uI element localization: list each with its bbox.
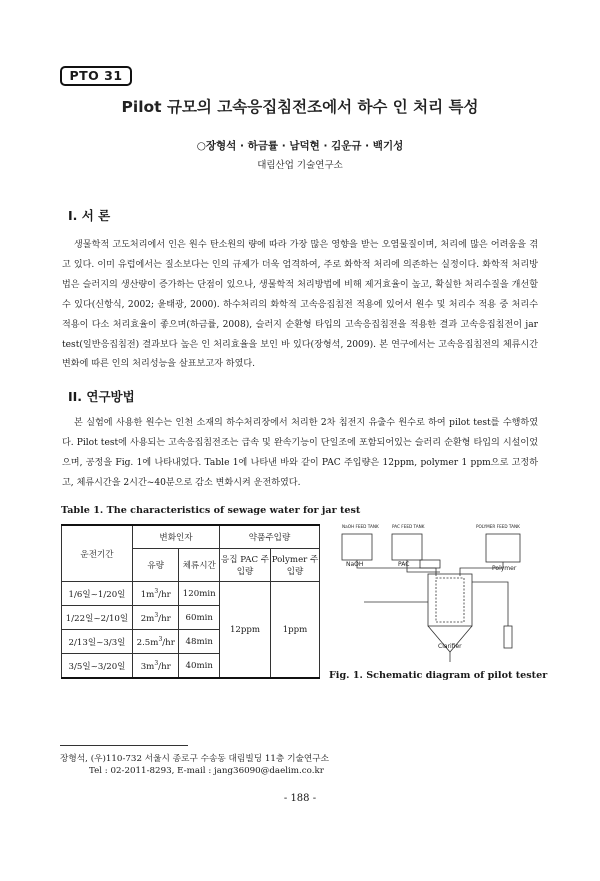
naoh-tank-shape [342,534,372,560]
header-hrt: 체류시간 [179,549,220,582]
cell-period: 3/5일~3/20일 [62,654,133,679]
cell-flow: $2m^3/hr$ [133,606,179,630]
polymer-tank-shape [486,534,520,562]
cell-polymer: 1ppm [271,582,320,679]
session-badge: PTO 31 [60,66,132,86]
header-flow: 유량 [133,549,179,582]
label-polymer: Polymer [492,565,517,572]
cell-flow: $3m^3/hr$ [133,654,179,679]
header-variable-factor: 변화인자 [133,525,220,549]
table-row [62,582,320,606]
footnote-divider [60,745,188,746]
section-heading-methods: II. 연구방법 [68,389,135,404]
paper-title: Pilot 규모의 고속응집침전조에서 하수 인 처리 특성 [121,98,479,116]
affiliation: 대림산업 기술연구소 [257,160,343,171]
cell-period: 2/13일~3/3일 [62,630,133,654]
label-clarifier: Clarifier [438,643,462,650]
label-naoh-tank: NaOH FEED TANK [342,524,379,529]
cell-pac: 12ppm [220,582,271,679]
cell-hrt: 120min [179,582,220,606]
label-pac-tank: PAC FEED TANK [392,524,425,529]
introduction-paragraph: 생물학적 고도처리에서 인은 원수 탄소원의 량에 따라 가장 많은 영향을 받는 오염물질이며, 처리에 많은 어려움을 겪고 있다. 이미 유럽에서는 질소보다는 인의 규제가 더욱 엄격하여, 주로 화학적 처리에 의존하는 실정이다. 화학적 처리방법은 슬러지의 생산량이 증가하는 단점이 있으나, 생물학적 처리방법에 비해 제거효율이 높고, 확실한 처리수질을 개선할 수 있다(신항식, 2002; 윤태광, 2000). 하수처리의 화학적 고속응집침전 적용에 있어서 원수 및 처리수 적용 중 처리수 적용이 다소 처리효율이 좋으며(하금률, 2008), 슬러지 순환형 타입의 고속응집침전을 적용한 결과 고속응집침전이 jar test(일반응집침전) 결과보다 높은 인 처리효율을 보인 바 있다(장형석, 2009). 본 연구에서는 고속응집침전의 체류시간 변화에 따른 인의 처리성능을 살표보고자 하였다. [62,240,538,370]
page-number: - 188 - [283,793,317,804]
header-pac-dose: 응집 PAC 주입량 [220,549,271,582]
cell-flow: $2.5m^3/hr$ [133,630,179,654]
clarifier-body [428,574,472,626]
label-naoh: NaOH [346,561,364,568]
pilot-tester-schematic [336,516,532,668]
cell-period: 1/22일~2/10일 [62,606,133,630]
pac-tank-shape [392,534,422,560]
footnote-address: 장형석, (우)110-732 서울시 종로구 수송동 대림빌딩 11층 기술연구소 [60,754,330,764]
figure-caption: Fig. 1. Schematic diagram of pilot tester [329,670,548,681]
cell-hrt: 48min [179,630,220,654]
cell-period: 1/6일~1/20일 [62,582,133,606]
cell-hrt: 60min [179,606,220,630]
table-caption: Table 1. The characteristics of sewage water for jar test [61,505,361,516]
header-period: 운전기간 [62,525,133,582]
header-chemical-dose: 약품주입량 [220,525,320,549]
label-pac: PAC [398,561,410,568]
author-list: ○장형석 · 하금률 · 남덕현 · 김운규 · 백기성 [196,140,404,152]
methods-paragraph: 본 실험에 사용한 원수는 인천 소재의 하수처리장에서 처리한 2차 침전지 유출수 원수로 하여 pilot test를 수행하였다. Pilot test에 사용되는 고속응집침전조는 급속 및 완속기능이 단일조에 포함되어있는 슬러리 순환형 타입의 시설이었으며, 공정을 Fig. 1에 나타내었다. Table 1에 나타낸 바와 같이 PAC 주입량은 12ppm, polymer 1 ppm으로 고정하고, 체류시간을 2시간~40분으로 감소 변화시켜 운전하였다. [62,418,538,488]
header-polymer-dose: Polymer 주입량 [271,549,320,582]
cell-hrt: 40min [179,654,220,679]
cell-flow: $1m^3/hr$ [133,582,179,606]
footnote-contact: Tel : 02-2011-8293, E-mail : jang36090@daelim.co.kr [89,766,324,776]
label-polymer-tank: POLYMER FEED TANK [476,524,520,529]
section-heading-introduction: I. 서 론 [68,208,111,223]
characteristics-table [61,524,320,679]
